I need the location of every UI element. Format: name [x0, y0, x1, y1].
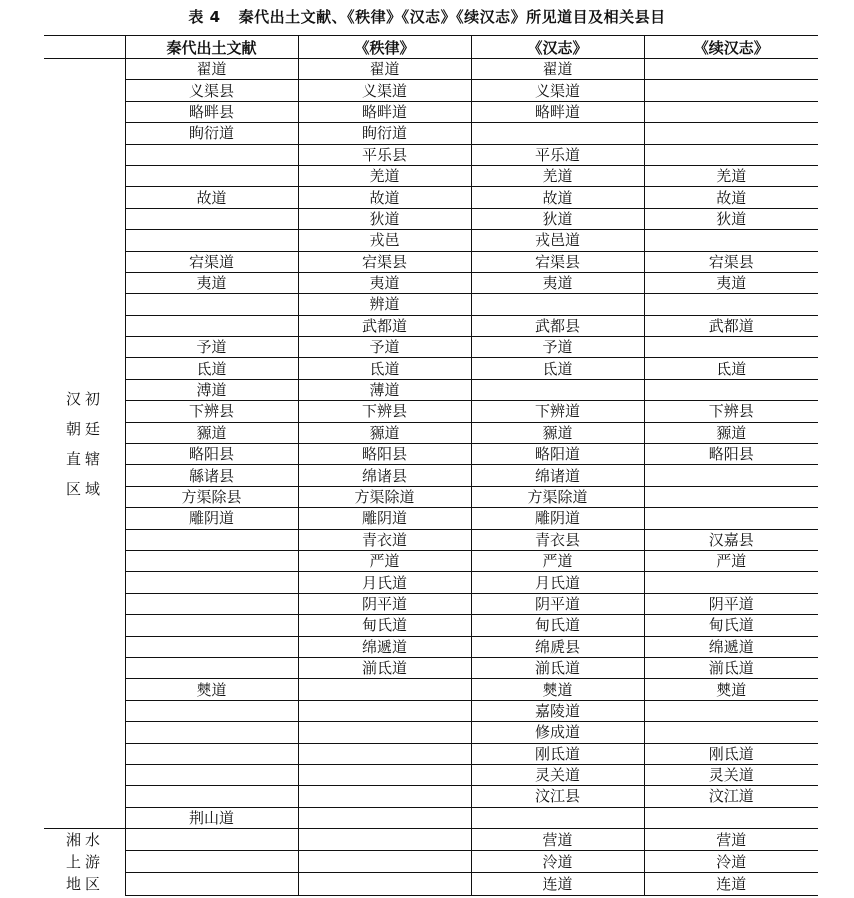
- table-cell: 略阳县: [298, 444, 471, 465]
- table-cell: 嘉陵道: [471, 700, 644, 721]
- table-cell: 荆山道: [125, 807, 298, 828]
- table-cell: [125, 593, 298, 614]
- table-row: [44, 722, 818, 743]
- table-cell: 宕渠县: [298, 251, 471, 272]
- table-cell: 夷道: [298, 272, 471, 293]
- table-cell: 连道: [471, 873, 644, 895]
- table-cell: 僰道: [644, 679, 818, 700]
- table-row: [44, 123, 818, 144]
- table-row: [44, 358, 818, 379]
- table-cell: [125, 315, 298, 336]
- table-row: [44, 187, 818, 208]
- table-cell: 湔氐道: [471, 657, 644, 678]
- table-cell: 甸氏道: [298, 615, 471, 636]
- table-cell: [125, 208, 298, 229]
- table-cell: [298, 722, 471, 743]
- table-cell: 泠道: [471, 851, 644, 873]
- table-row: [44, 679, 818, 700]
- table-cell: 武都县: [471, 315, 644, 336]
- table-row: [44, 208, 818, 229]
- table-cell: 绵遞道: [298, 636, 471, 657]
- table-cell: [125, 873, 298, 895]
- table-row: [44, 251, 818, 272]
- table-cell: 宕渠县: [471, 251, 644, 272]
- table-cell: [644, 486, 818, 507]
- header-row: [44, 36, 818, 59]
- table-cell: [125, 657, 298, 678]
- table-cell: 予道: [298, 337, 471, 358]
- header-hanzhi: 《汉志》: [471, 36, 644, 59]
- table-row: [44, 636, 818, 657]
- table-cell: [644, 379, 818, 400]
- table-cell: [644, 101, 818, 122]
- table-cell: [644, 465, 818, 486]
- table-cell: 平乐道: [471, 144, 644, 165]
- table-cell: 豲道: [298, 422, 471, 443]
- table-cell: [125, 230, 298, 251]
- table-cell: 绵遞道: [644, 636, 818, 657]
- table-cell: [298, 829, 471, 851]
- table-cell: 眴衍道: [125, 123, 298, 144]
- table-cell: 翟道: [298, 59, 471, 80]
- table-cell: 狄道: [471, 208, 644, 229]
- table-cell: 夷道: [125, 272, 298, 293]
- table-cell: [298, 764, 471, 785]
- region-cell: [44, 829, 125, 896]
- table-cell: 翟道: [471, 59, 644, 80]
- table-cell: 泠道: [644, 851, 818, 873]
- table-cell: 故道: [125, 187, 298, 208]
- table-cell: 氐道: [298, 358, 471, 379]
- table-cell: 故道: [298, 187, 471, 208]
- table-cell: 略畔道: [298, 101, 471, 122]
- table-cell: [125, 786, 298, 807]
- table-row: [44, 593, 818, 614]
- table-cell: [125, 829, 298, 851]
- table-row: [44, 743, 818, 764]
- table-cell: 下辨县: [644, 401, 818, 422]
- table-cell: 月氏道: [298, 572, 471, 593]
- table-cell: 豲道: [471, 422, 644, 443]
- table-cell: 平乐县: [298, 144, 471, 165]
- table-cell: 雕阴道: [471, 508, 644, 529]
- table-row: [44, 444, 818, 465]
- table-cell: [298, 700, 471, 721]
- table-cell: [298, 851, 471, 873]
- table-cell: [298, 807, 471, 828]
- table-cell: 甸氏道: [471, 615, 644, 636]
- table-cell: 僰道: [471, 679, 644, 700]
- region-label-line: 汉初: [66, 389, 105, 408]
- table-row: [44, 550, 818, 571]
- table-row: [44, 764, 818, 785]
- table-cell: 绵虒县: [471, 636, 644, 657]
- table-cell: 氐道: [125, 358, 298, 379]
- table-cell: 方渠除道: [298, 486, 471, 507]
- table-row: [44, 486, 818, 507]
- region-label-line: 上游: [66, 853, 105, 872]
- table-row: [44, 165, 818, 186]
- table-cell: 略畔县: [125, 101, 298, 122]
- table-cell: 灵关道: [644, 764, 818, 785]
- table-cell: 略阳县: [644, 444, 818, 465]
- table-row: [44, 272, 818, 293]
- data-table: [44, 35, 818, 896]
- table-cell: 方渠除道: [471, 486, 644, 507]
- table-cell: 营道: [644, 829, 818, 851]
- table-row: [44, 422, 818, 443]
- table-cell: [644, 123, 818, 144]
- table-cell: 故道: [644, 187, 818, 208]
- table-cell: [471, 379, 644, 400]
- table-cell: [644, 80, 818, 101]
- table-body: [44, 59, 818, 896]
- table-cell: [125, 743, 298, 764]
- table-cell: 夷道: [471, 272, 644, 293]
- table-cell: [644, 294, 818, 315]
- table-cell: [471, 294, 644, 315]
- table-cell: 义渠道: [298, 80, 471, 101]
- table-cell: 略畔道: [471, 101, 644, 122]
- table-cell: 故道: [471, 187, 644, 208]
- table-cell: [644, 572, 818, 593]
- table-cell: 雕阴道: [125, 508, 298, 529]
- table-cell: 湔氐道: [298, 657, 471, 678]
- table-cell: 雕阴道: [298, 508, 471, 529]
- table-cell: 营道: [471, 829, 644, 851]
- table-cell: 汶江道: [644, 786, 818, 807]
- table-cell: [644, 700, 818, 721]
- table-cell: [298, 743, 471, 764]
- region-label-line: 地区: [66, 875, 105, 894]
- table-cell: 义渠道: [471, 80, 644, 101]
- table-cell: [298, 786, 471, 807]
- table-row: [44, 615, 818, 636]
- header-region: [44, 36, 125, 59]
- table-cell: [125, 529, 298, 550]
- table-cell: 严道: [471, 550, 644, 571]
- table-cell: 阴平道: [644, 593, 818, 614]
- table-row: [44, 508, 818, 529]
- table-cell: 义渠县: [125, 80, 298, 101]
- table-caption: [0, 6, 854, 27]
- table-cell: [125, 615, 298, 636]
- table-cell: 刚氐道: [471, 743, 644, 764]
- table-cell: [125, 294, 298, 315]
- table-cell: [125, 144, 298, 165]
- table-cell: 翟道: [125, 59, 298, 80]
- table-cell: 羌道: [644, 165, 818, 186]
- table-row: [44, 529, 818, 550]
- table-cell: 汉嘉县: [644, 529, 818, 550]
- table-cell: 略阳县: [125, 444, 298, 465]
- table-cell: 汶江县: [471, 786, 644, 807]
- table-cell: 戎邑: [298, 230, 471, 251]
- table-cell: [125, 572, 298, 593]
- table-cell: 眴衍道: [298, 123, 471, 144]
- table-cell: [125, 700, 298, 721]
- table-cell: 严道: [298, 550, 471, 571]
- table-cell: [125, 764, 298, 785]
- table-cell: 武都道: [644, 315, 818, 336]
- table-cell: 溥道: [125, 379, 298, 400]
- table-cell: 狄道: [298, 208, 471, 229]
- table-cell: [644, 807, 818, 828]
- table-row: [44, 80, 818, 101]
- table-row: [44, 337, 818, 358]
- table-cell: 氐道: [644, 358, 818, 379]
- region-cell: [44, 59, 125, 829]
- table-cell: 辨道: [298, 294, 471, 315]
- table-row: [44, 873, 818, 895]
- table-row: [44, 807, 818, 828]
- region-label-line: 直辖: [66, 449, 105, 468]
- header-xuhanzhi: 《续汉志》: [644, 36, 818, 59]
- table-row: [44, 401, 818, 422]
- table-cell: 下辨县: [125, 401, 298, 422]
- table-cell: 予道: [125, 337, 298, 358]
- table-row: [44, 657, 818, 678]
- table-cell: 下辨县: [298, 401, 471, 422]
- table-row: [44, 101, 818, 122]
- table-cell: [125, 722, 298, 743]
- table-cell: [644, 230, 818, 251]
- table-cell: 宕渠道: [125, 251, 298, 272]
- table-cell: 湔氐道: [644, 657, 818, 678]
- table-cell: 豲道: [125, 422, 298, 443]
- table-row: [44, 59, 818, 80]
- table-row: [44, 700, 818, 721]
- table-cell: 夷道: [644, 272, 818, 293]
- table-cell: [125, 550, 298, 571]
- table-cell: 豲道: [644, 422, 818, 443]
- table-row: [44, 465, 818, 486]
- table-cell: [644, 59, 818, 80]
- region-label-line: 湘水: [66, 831, 105, 850]
- table-row: [44, 294, 818, 315]
- table-cell: 修成道: [471, 722, 644, 743]
- table-cell: 羌道: [298, 165, 471, 186]
- table-cell: [471, 123, 644, 144]
- table-cell: 緜诸县: [125, 465, 298, 486]
- table-cell: 甸氏道: [644, 615, 818, 636]
- table-cell: 青衣道: [298, 529, 471, 550]
- table-cell: [298, 679, 471, 700]
- table-cell: 刚氐道: [644, 743, 818, 764]
- table-cell: 略阳道: [471, 444, 644, 465]
- table-cell: 僰道: [125, 679, 298, 700]
- table-row: [44, 315, 818, 336]
- table-cell: 薄道: [298, 379, 471, 400]
- table-cell: [644, 722, 818, 743]
- table-cell: 戎邑道: [471, 230, 644, 251]
- table-cell: 予道: [471, 337, 644, 358]
- table-cell: 绵诸道: [471, 465, 644, 486]
- table-row: [44, 230, 818, 251]
- table-number: 表 4: [188, 8, 221, 26]
- table-row: [44, 851, 818, 873]
- header-zhilu: 《秩律》: [298, 36, 471, 59]
- table-cell: 宕渠县: [644, 251, 818, 272]
- header-qin: 秦代出土文献: [125, 36, 298, 59]
- table-row: [44, 829, 818, 851]
- table-cell: [298, 873, 471, 895]
- table-row: [44, 379, 818, 400]
- table-cell: [125, 636, 298, 657]
- table-cell: [644, 144, 818, 165]
- region-label-line: 区域: [66, 479, 105, 498]
- table-cell: [644, 337, 818, 358]
- table-cell: 武都道: [298, 315, 471, 336]
- table-cell: [125, 165, 298, 186]
- table-cell: 月氏道: [471, 572, 644, 593]
- table-cell: 狄道: [644, 208, 818, 229]
- table-cell: 阴平道: [471, 593, 644, 614]
- table-cell: 方渠除县: [125, 486, 298, 507]
- table-cell: [125, 851, 298, 873]
- table-cell: 氐道: [471, 358, 644, 379]
- table-cell: [644, 508, 818, 529]
- table-cell: 灵关道: [471, 764, 644, 785]
- region-label-line: 朝廷: [66, 419, 105, 438]
- table-cell: [471, 807, 644, 828]
- table-row: [44, 786, 818, 807]
- table-cell: 下辨道: [471, 401, 644, 422]
- table-cell: 阴平道: [298, 593, 471, 614]
- table-title: 秦代出土文献、《秩律》《汉志》《续汉志》所见道目及相关县目: [238, 8, 666, 26]
- table-cell: 羌道: [471, 165, 644, 186]
- table-cell: 严道: [644, 550, 818, 571]
- table-cell: 青衣县: [471, 529, 644, 550]
- table-cell: 绵诸县: [298, 465, 471, 486]
- table-row: [44, 144, 818, 165]
- table-cell: 连道: [644, 873, 818, 895]
- table-row: [44, 572, 818, 593]
